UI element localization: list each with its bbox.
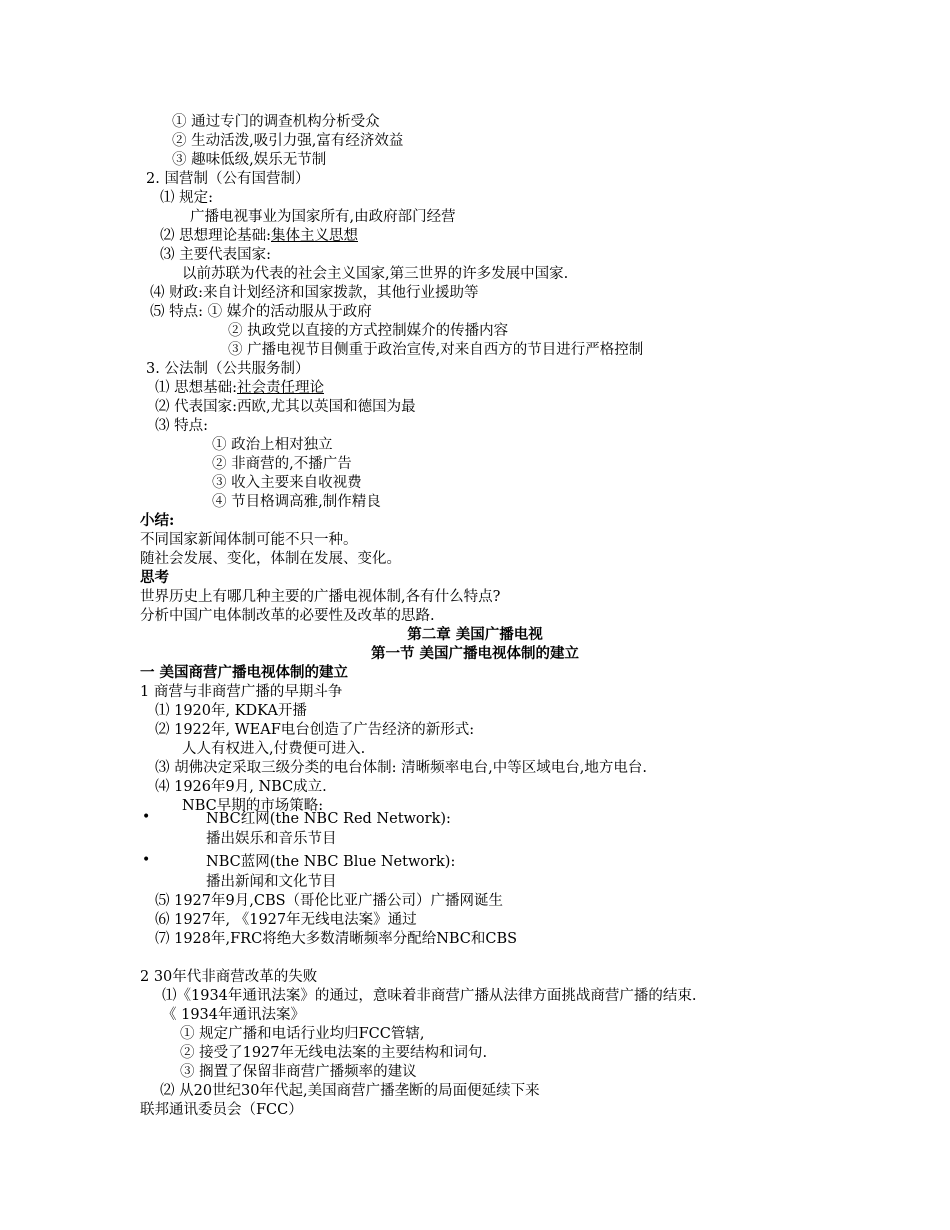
section-heading: 2. 国营制（公有国营制）	[146, 171, 310, 187]
bullet-icon: •	[142, 809, 151, 825]
list-item	[155, 379, 324, 397]
think-line: 世界历史上有哪几种主要的广播电视体制,各有什么特点?	[140, 589, 501, 605]
list-item: ⑵ 1922年, WEAF电台创造了广告经济的新形式:	[155, 722, 475, 738]
list-item: ⑸ 1927年9月,CBS（哥伦比亚广播公司）广播网诞生	[155, 893, 504, 909]
list-item: ⑶ 胡佛决定采取三级分类的电台体制: 清晰频率电台,中等区域电台,地方电台.	[155, 760, 647, 776]
bullet-icon: •	[142, 852, 151, 868]
item-label: ⑴ 思想基础:	[155, 380, 237, 396]
list-item: ③ 趣味低级,娱乐无节制	[172, 152, 327, 168]
think-title: 思考	[140, 569, 169, 586]
list-item: ① 通过专门的调查机构分析受众	[172, 114, 380, 130]
section-heading: 1 商营与非商营广播的早期斗争	[140, 684, 343, 700]
list-item: ⑴ 规定:	[160, 190, 213, 206]
underlined-term: 社会责任理论	[237, 380, 324, 396]
item-label: ⑵ 思想理论基础:	[160, 228, 271, 244]
paragraph: NBC早期的市场策略:	[182, 798, 324, 814]
list-item: ② 非商营的,不播广告	[212, 456, 352, 472]
list-item: ② 生动活泼,吸引力强,富有经济效益	[172, 133, 404, 149]
section-heading: 3. 公法制（公共服务制）	[146, 361, 310, 377]
list-item: ④ 节目格调高雅,制作精良	[212, 494, 381, 510]
list-item: ② 执政党以直接的方式控制媒介的传播内容	[228, 323, 509, 339]
list-item: ⑷ 财政:来自计划经济和国家拨款，其他行业援助等	[150, 285, 479, 301]
summary-line: 随社会发展、变化，体制在发展、变化。	[140, 551, 401, 567]
list-item: ③ 搁置了保留非商营广播频率的建议	[180, 1064, 417, 1080]
paragraph: 人人有权进入,付费便可进入.	[182, 741, 366, 757]
list-item: ⑴ 1920年, KDKA开播	[155, 703, 307, 719]
bullet-desc: 播出新闻和文化节目	[206, 874, 337, 890]
list-item: ⑵ 从20世纪30年代起,美国商营广播垄断的局面便延续下来	[160, 1083, 540, 1099]
underlined-term: 集体主义思想	[271, 228, 358, 244]
section-title: 第一节 美国广播电视体制的建立	[370, 645, 580, 662]
section-heading: 2 30年代非商营改革的失败	[140, 969, 318, 985]
list-item: ⑶ 主要代表国家:	[160, 247, 271, 263]
list-item: ③ 广播电视节目侧重于政治宣传,对来自西方的节目进行严格控制	[228, 342, 644, 358]
bullet-desc: 播出娱乐和音乐节目	[206, 831, 337, 847]
bullet-title: NBC蓝网(the NBC Blue Network):	[206, 854, 456, 870]
list-item: ① 规定广播和电话行业均归FCC管辖,	[180, 1026, 425, 1042]
think-line: 分析中国广电体制改革的必要性及改革的思路.	[140, 608, 435, 624]
part-title: 一 美国商营广播电视体制的建立	[140, 664, 349, 681]
list-item: ⑺ 1928年,FRC将绝大多数清晰频率分配给NBC和CBS	[155, 931, 518, 947]
act-label: 《 1934年通讯法案》	[162, 1007, 306, 1023]
paragraph: 广播电视事业为国家所有,由政府部门经营	[190, 209, 456, 225]
list-item: ③ 收入主要来自收视费	[212, 475, 362, 491]
list-item: ⑴《1934年通讯法案》的通过，意味着非商营广播从法律方面挑战商营广播的结束.	[162, 988, 697, 1004]
summary-title: 小结:	[140, 512, 175, 529]
list-item: ⑷ 1926年9月, NBC成立.	[155, 779, 327, 795]
list-item	[160, 227, 358, 245]
chapter-title: 第二章 美国广播电视	[407, 626, 543, 643]
list-item: ⑹ 1927年, 《1927年无线电法案》通过	[155, 912, 417, 928]
list-item: ① 政治上相对独立	[212, 437, 333, 453]
list-item: ⑸ 特点: ① 媒介的活动服从于政府	[150, 304, 372, 320]
summary-line: 不同国家新闻体制可能不只一种。	[140, 532, 358, 548]
list-item: ⑵ 代表国家:西欧,尤其以英国和德国为最	[155, 399, 416, 415]
paragraph: 以前苏联为代表的社会主义国家,第三世界的许多发展中国家.	[182, 266, 569, 282]
footer-line: 联邦通讯委员会（FCC）	[140, 1102, 303, 1118]
list-item: ⑶ 特点:	[155, 418, 208, 434]
bullet-title: NBC红网(the NBC Red Network):	[206, 811, 451, 827]
list-item: ② 接受了1927年无线电法案的主要结构和词句.	[180, 1045, 488, 1061]
